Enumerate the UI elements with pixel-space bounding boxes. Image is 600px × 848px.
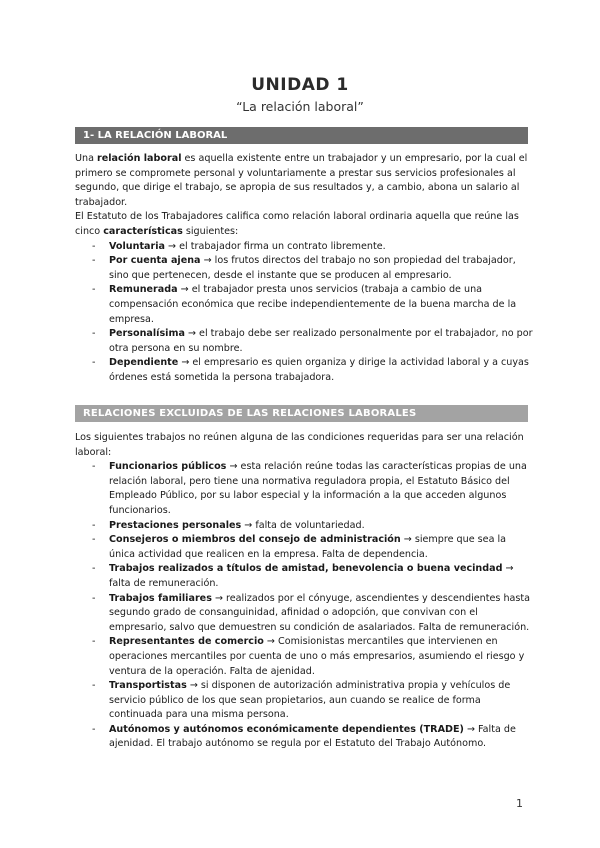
- list-item-term: Por cuenta ajena: [109, 255, 201, 267]
- list-item: [75, 460, 535, 518]
- paragraph-intro: Los siguientes trabajos no reúnen alguna de las condiciones requeridas para ser una relación laboral:: [75, 432, 524, 458]
- list-item-desc: → falta de remuneración.: [109, 563, 514, 589]
- list-item-desc: → falta de voluntariedad.: [241, 519, 365, 531]
- list-item-desc: → si disponen de autorización administrativa propia y vehículos de servicio público de los que sean propietarios, aun cuando se realice de forma continuada para una misma persona.: [109, 680, 511, 721]
- list-item-term: Prestaciones personales: [109, 519, 242, 531]
- section-heading-relaciones-excluidas: RELACIONES EXCLUIDAS DE LAS RELACIONES LABORALES: [75, 405, 528, 422]
- section-relaciones-excluidas: [75, 431, 535, 752]
- list-item-term: Representantes de comercio: [109, 636, 264, 648]
- paragraph-characteristics: [75, 210, 535, 239]
- list-item: [75, 283, 535, 327]
- list-item: [75, 562, 535, 591]
- list-item-term: Autónomos y autónomos económicamente dependientes (TRADE): [109, 723, 464, 735]
- page-title: UNIDAD 1: [251, 75, 349, 95]
- characteristics-list: [75, 240, 535, 386]
- list-item: [75, 533, 535, 562]
- section-heading-relacion-laboral: 1- LA RELACIÓN LABORAL: [75, 127, 528, 144]
- list-item: [75, 240, 535, 255]
- list-item-desc: → realizados por el cónyuge, ascendientes y descendientes hasta segundo grado de consanguinidad, afinidad o adopción, que convivan con el empresario, salvo que demuestren su condición de asalariados. Falta de remuneración.: [109, 592, 531, 633]
- text: Una: [75, 153, 98, 164]
- page-subtitle: “La relación laboral”: [236, 99, 364, 114]
- list-item: [75, 519, 535, 534]
- list-item-desc: → Comisionistas mercantiles que intervienen en operaciones mercantiles por cuenta de uno o más empresarios, asumiendo el riesgo y ventura de la operación. Falta de ajenidad.: [109, 636, 525, 677]
- list-item-desc: → el trabajador firma un contrato libremente.: [165, 240, 386, 252]
- list-item-term: Voluntaria: [109, 240, 165, 252]
- list-item-desc: → el trabajador presta unos servicios (trabaja a cambio de una compensación económica que recibe independientemente de la buena marcha de la empresa.: [109, 284, 517, 325]
- excluded-relations-list: [75, 460, 535, 752]
- list-item-term: Personalísima: [109, 328, 185, 340]
- list-item-term: Funcionarios públicos: [109, 461, 227, 473]
- list-item-desc: → el trabajo debe ser realizado personalmente por el trabajador, no por otra persona en su nombre.: [109, 328, 533, 354]
- text: siguientes:: [182, 225, 239, 237]
- text: es aquella existente entre un trabajador y un empresario, por la cual el primero se compromete personal y voluntariamente a prestar sus servicios profesionales al segundo, que dirige el trabajo, se apropia de sus resultados y, a cambio, abona un salario al trabajador.: [75, 153, 528, 208]
- list-item-desc: → Falta de ajenidad. El trabajo autónomo se regula por el Estatuto del Trabajo Autónomo.: [109, 723, 516, 750]
- page-number: 1: [516, 797, 523, 810]
- list-item-term: Trabajos familiares: [109, 592, 212, 604]
- list-item-term: Remunerada: [109, 284, 178, 296]
- list-item: [75, 254, 535, 283]
- bold-term: relación laboral: [97, 153, 182, 164]
- list-item: [75, 327, 535, 356]
- list-item-term: Transportistas: [109, 680, 187, 692]
- list-item: [75, 723, 535, 752]
- list-item: [75, 356, 535, 385]
- bold-term: características: [103, 225, 183, 237]
- list-item-desc: → siempre que sea la única actividad que realicen en la empresa. Falta de dependencia.: [109, 534, 507, 560]
- list-item-term: Consejeros o miembros del consejo de administración: [109, 534, 401, 546]
- list-item-term: Trabajos realizados a títulos de amistad, benevolencia o buena vecindad: [109, 563, 503, 575]
- list-item: [75, 679, 535, 723]
- text: El Estatuto de los Trabajadores califica como relación laboral ordinaria aquella que reúne las cinco: [75, 211, 519, 237]
- paragraph-definition: [75, 152, 535, 210]
- list-item-term: Dependiente: [109, 357, 179, 369]
- list-item: [75, 635, 535, 679]
- list-item-desc: → los frutos directos del trabajo no son propiedad del trabajador, sino que pertenecen, desde el instante que se producen al empresario.: [109, 255, 516, 281]
- list-item-desc: → el empresario es quien organiza y dirige la actividad laboral y a cuyas órdenes está sometida la persona trabajadora.: [109, 357, 529, 383]
- list-item-desc: → esta relación reúne todas las características propias de una relación laboral, pero tiene una normativa reguladora propia, el Estatuto Básico del Empleado Público, por su labor especial y la información a la que acceden algunos funcionarios.: [109, 461, 527, 516]
- section-relacion-laboral: [75, 152, 535, 386]
- list-item: [75, 592, 535, 636]
